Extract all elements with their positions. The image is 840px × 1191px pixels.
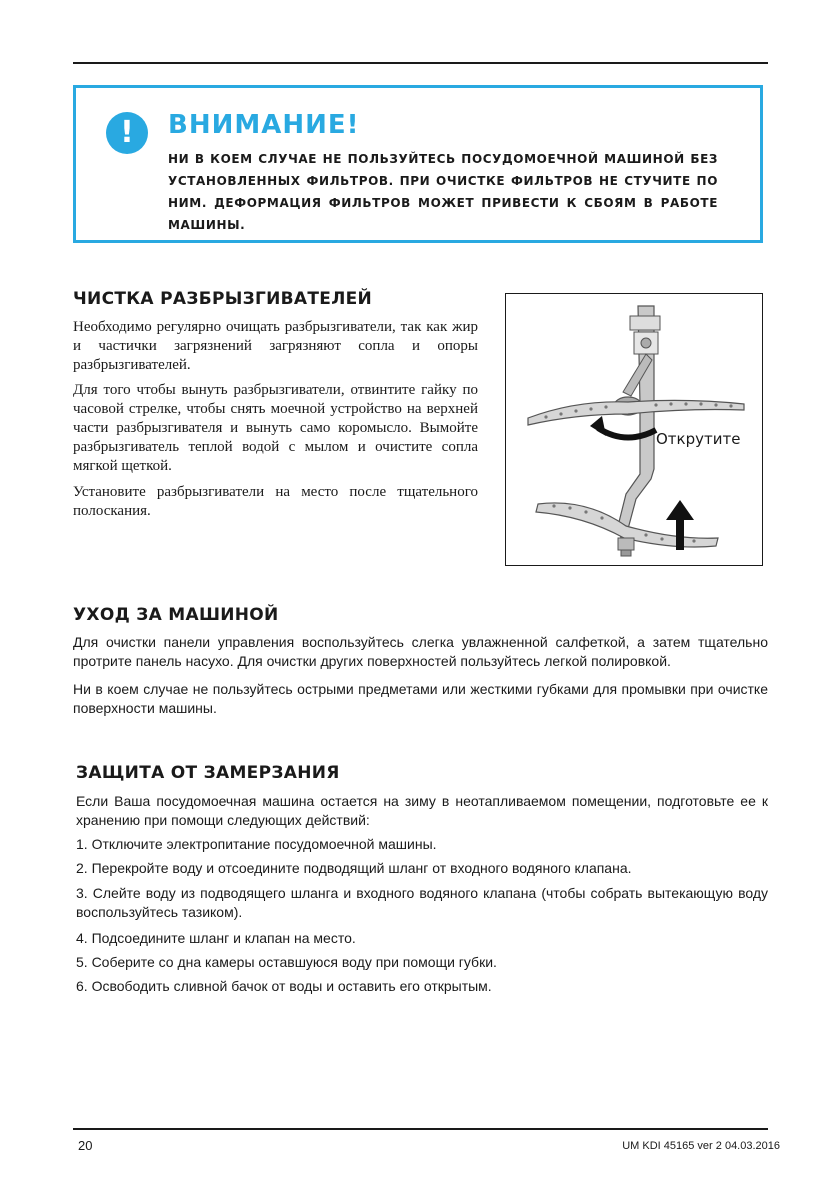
page-number: 20 bbox=[78, 1138, 93, 1153]
frost-heading: ЗАЩИТА ОТ ЗАМЕРЗАНИЯ bbox=[76, 763, 340, 783]
top-divider bbox=[73, 62, 768, 64]
care-heading: УХОД ЗА МАШИНОЙ bbox=[73, 605, 279, 625]
spray-arm-figure bbox=[505, 293, 763, 566]
bottom-divider bbox=[73, 1128, 768, 1130]
frost-step-4: 4. Подсоедините шланг и клапан на место. bbox=[76, 930, 356, 946]
spray-heading: ЧИСТКА РАЗБРЫЗГИВАТЕЛЕЙ bbox=[73, 289, 373, 309]
spray-paragraph-3: Установите разбрызгиватели на место после тщательного полоскания. bbox=[73, 484, 478, 519]
frost-step-6: 6. Освободить сливной бачок от воды и оставить его открытым. bbox=[76, 978, 492, 994]
warning-title: ВНИМАНИЕ! bbox=[168, 110, 360, 140]
frost-step-5: 5. Соберите со дна камеры оставшуюся воду при помощи губки. bbox=[76, 954, 497, 970]
warning-box bbox=[73, 85, 763, 243]
figure-label-unscrew: Открутите bbox=[656, 430, 741, 448]
frost-step-2: 2. Перекройте воду и отсоедините подводящий шланг от входного водяного клапана. bbox=[76, 860, 632, 876]
frost-step-1: 1. Отключите электропитание посудомоечной машины. bbox=[76, 836, 437, 852]
spray-paragraph-1: Необходимо регулярно очищать разбрызгиватели, так как жир и частички загрязнений загрязняют сопла и опоры разбрызгивателей. bbox=[73, 319, 478, 373]
warning-text: НИ В КОЕМ СЛУЧАЕ НЕ ПОЛЬЗУЙТЕСЬ ПОСУДОМОЕЧНОЙ МАШИНОЙ БЕЗ УСТАНОВЛЕННЫХ ФИЛЬТРОВ. ПРИ ОЧИСТКЕ ФИЛЬТРОВ НЕ СТУЧИТЕ ПО НИМ. ДЕФОРМАЦИЯ ФИЛЬТРОВ МОЖЕТ ПРИВЕСТИ К СБОЯМ В РАБОТЕ МАШИНЫ. bbox=[168, 152, 718, 232]
document-id: UM KDI 45165 ver 2 04.03.2016 bbox=[622, 1140, 780, 1152]
frost-step-3: 3. Слейте воду из подводящего шланга и входного водяного клапана (чтобы собрать вытекающую воду воспользуйтесь тазиком). bbox=[76, 885, 768, 920]
exclamation-icon: ! bbox=[106, 112, 148, 154]
frost-intro: Если Ваша посудомоечная машина остается на зиму в неотапливаемом помещении, подготовьте ее к хранению при помощи следующих действий: bbox=[76, 793, 768, 828]
care-paragraph-1: Для очистки панели управления воспользуйтесь слегка увлажненной салфеткой, а затем тщательно протрите панель насухо. Для очистки других поверхностей пользуйтесь легкой полировкой. bbox=[73, 634, 768, 669]
spray-paragraph-2: Для того чтобы вынуть разбрызгиватели, отвинтите гайку по часовой стрелке, чтобы снять моечной устройство на верхней части разбрызгивателя и вынуть само коромысло. Вымойте разбрызгиватель теплой водой с мылом и очистите сопла мягкой щеткой. bbox=[73, 382, 478, 474]
care-paragraph-2: Ни в коем случае не пользуйтесь острыми предметами или жесткими губками для промывки при очистке поверхности машины. bbox=[73, 681, 768, 716]
